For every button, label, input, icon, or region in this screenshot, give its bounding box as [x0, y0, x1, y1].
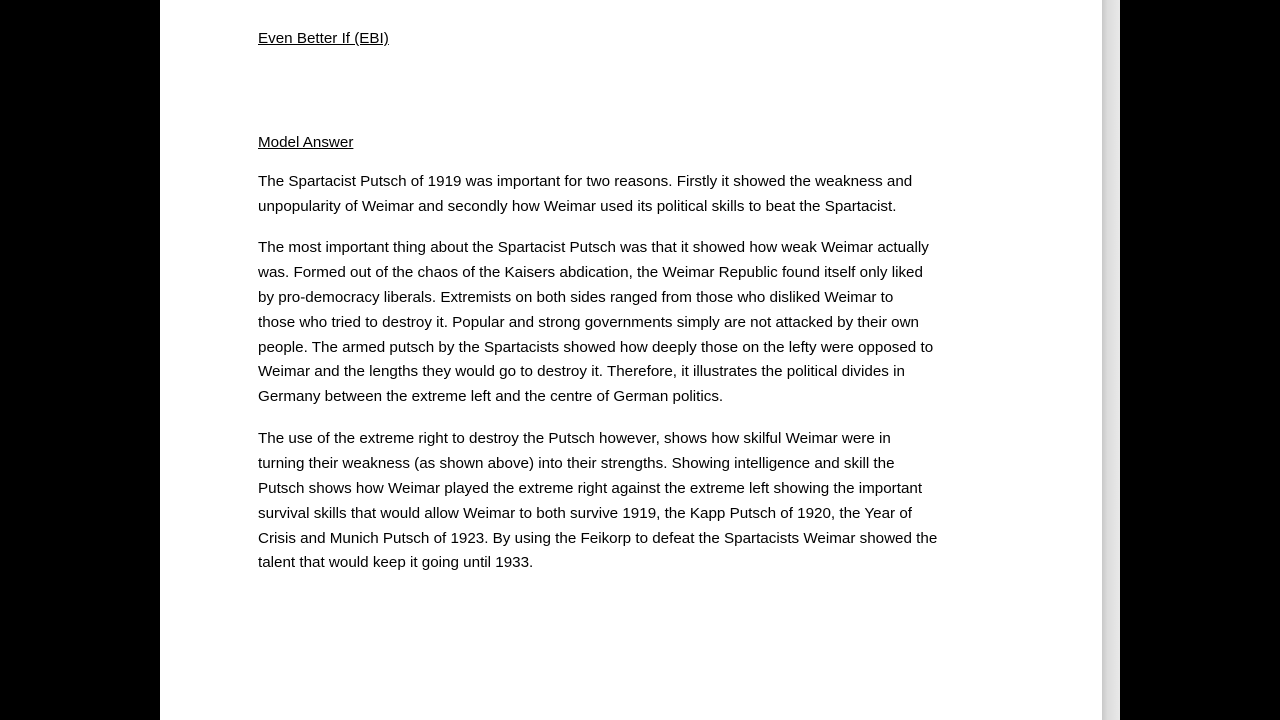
text-line: turning their weakness (as shown above) into their strengths. Showing intelligence and skill the	[258, 454, 895, 472]
text-line: The most important thing about the Spartacist Putsch was that it showed how weak Weimar actually	[258, 239, 929, 256]
text-line: those who tried to destroy it. Popular and strong governments simply are not attacked by their own	[258, 313, 920, 331]
text-line: people. The armed putsch by the Spartacists showed how deeply those on the lefty were opposed to	[258, 338, 934, 356]
model-answer-heading: Model Answer	[258, 134, 354, 151]
text-line: by pro-democracy liberals. Extremists on both sides ranged from those who disliked Weimar to	[258, 288, 894, 306]
text-line: was. Formed out of the chaos of the Kaisers abdication, the Weimar Republic found itself only liked	[258, 263, 923, 281]
page-gutter	[1102, 0, 1120, 720]
text-line: Crisis and Munich Putsch of 1923. By using the Feikorp to defeat the Spartacists Weimar showed the	[258, 529, 938, 547]
text-line: Putsch shows how Weimar played the extreme right against the extreme left showing the important	[258, 479, 923, 497]
ebi-heading: Even Better If (EBI)	[258, 30, 389, 47]
text-line: Germany between the extreme left and the centre of German politics.	[258, 388, 724, 406]
text-line: survival skills that would allow Weimar to both survive 1919, the Kapp Putsch of 1920, the Year of	[258, 504, 912, 522]
document-page	[160, 0, 1102, 720]
text-line: The Spartacist Putsch of 1919 was important for two reasons. Firstly it showed the weakness and	[258, 173, 913, 190]
text-line: Weimar and the lengths they would go to destroy it. Therefore, it illustrates the political divides in	[258, 363, 905, 381]
paragraph-skill	[258, 427, 990, 576]
paragraph-intro	[258, 170, 990, 220]
text-line: talent that would keep it going until 1933.	[258, 554, 534, 572]
paragraph-weakness	[258, 236, 990, 410]
text-line: unpopularity of Weimar and secondly how Weimar used its political skills to beat the Spartacist.	[258, 197, 897, 215]
text-line: The use of the extreme right to destroy the Putsch however, shows how skilful Weimar were in	[258, 430, 891, 447]
